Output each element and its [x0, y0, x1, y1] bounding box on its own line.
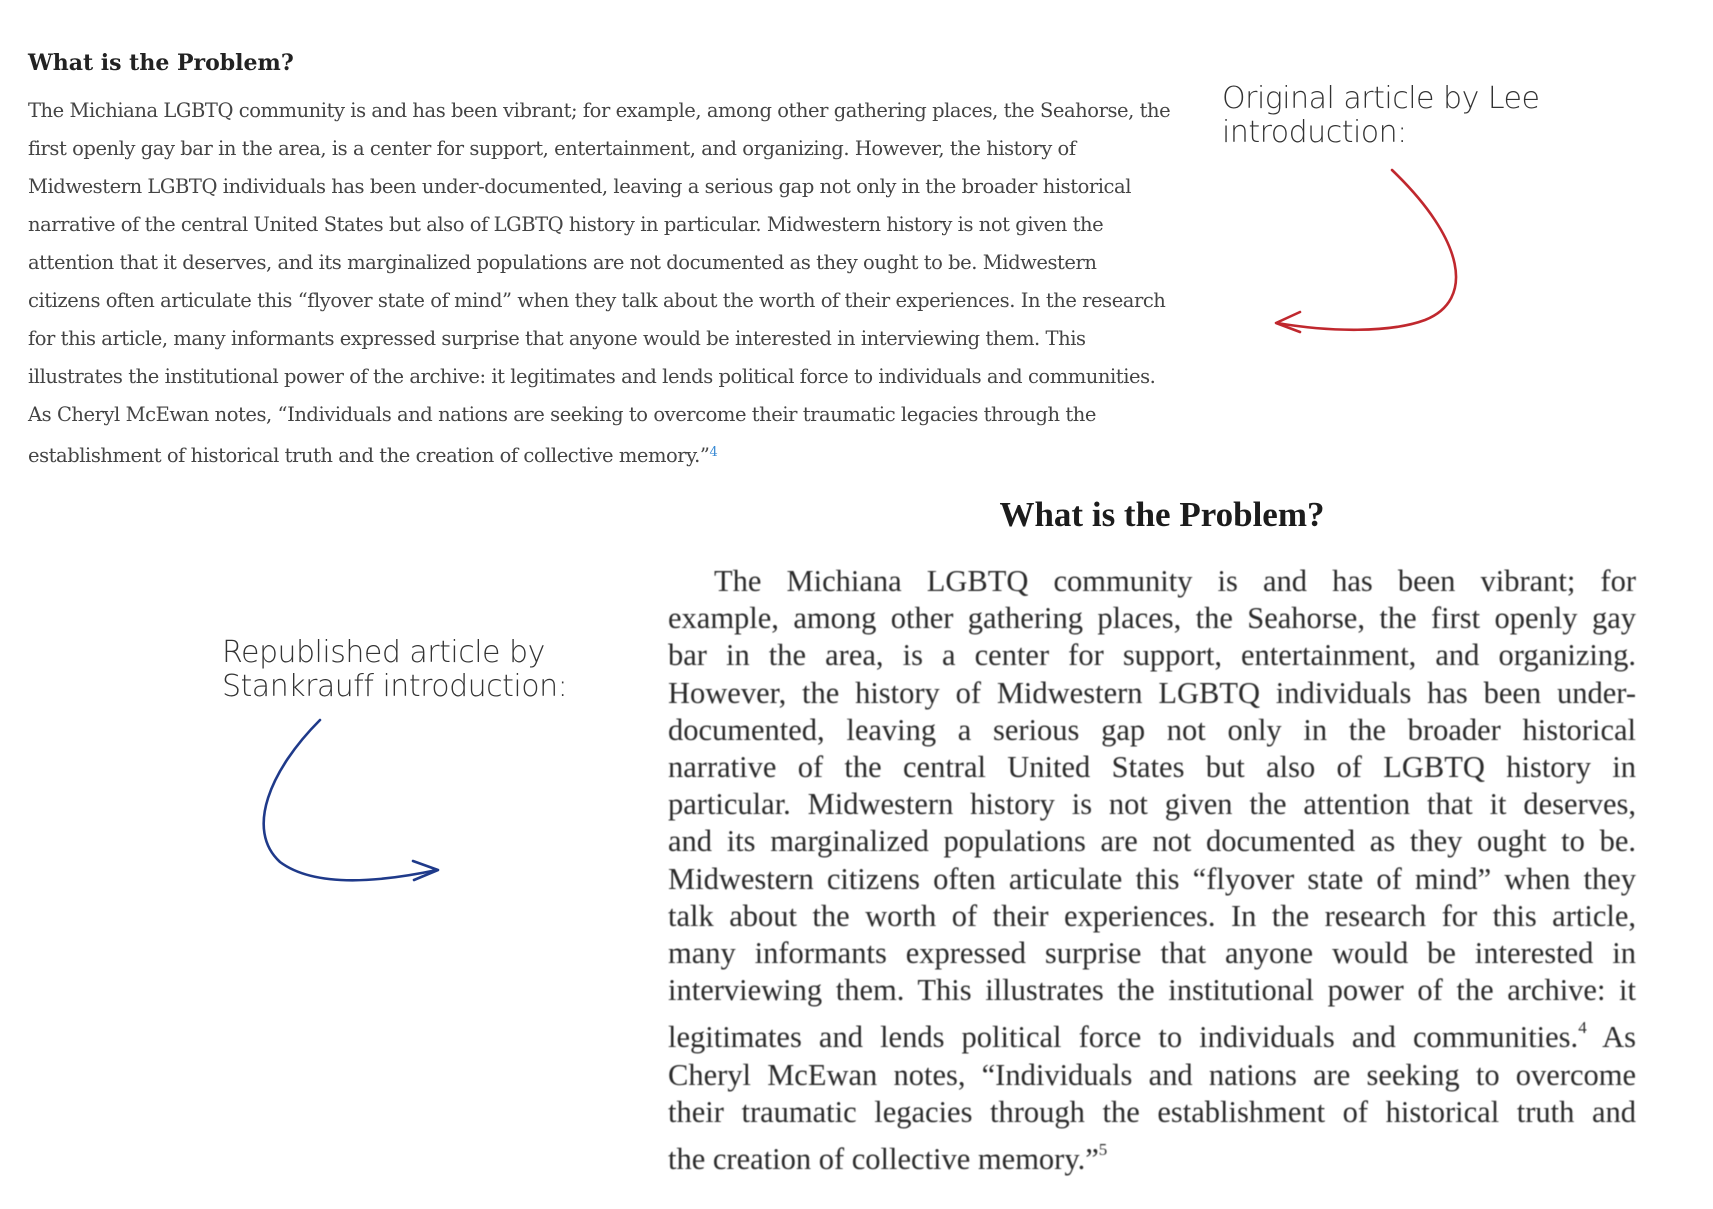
blue-arrowhead [413, 861, 438, 880]
original-heading: What is the Problem? [28, 50, 294, 76]
republished-line-16 [668, 1131, 1636, 1178]
original-footnote-link[interactable]: 4 [709, 445, 718, 460]
original-line-5: attention that it deserves, and its marginalized populations are not documented as they ought to be. Midwestern [28, 251, 1097, 274]
original-line-3: Midwestern LGBTQ individuals has been under-documented, leaving a serious gap not only in the broader historical [28, 175, 1131, 198]
republished-heading: What is the Problem? [999, 495, 1325, 534]
republished-line-8: and its marginalized populations are not documented as they ought to be. [668, 824, 1636, 859]
original-line-4: narrative of the central United States but also of LGBTQ history in particular. Midwestern history is not given the [28, 213, 1104, 236]
republished-line-3: bar in the area, is a center for support, entertainment, and organizing. [668, 638, 1636, 673]
republished-line-5: documented, leaving a serious gap not only in the broader historical [668, 712, 1636, 747]
republished-annotation-line-2: Stankrauff introduction: [222, 669, 568, 704]
republished-line-1: The Michiana LGBTQ community is and has been vibrant; for [714, 564, 1636, 598]
original-line-1: The Michiana LGBTQ community is and has been vibrant; for example, among other gathering places, the Seahorse, the [28, 99, 1171, 122]
republished-line-11: many informants expressed surprise that anyone would be interested in [668, 936, 1636, 971]
republished-line-12: interviewing them. This illustrates the institutional power of the archive: it [668, 973, 1636, 1008]
republished-line-6: narrative of the central United States but also of LGBTQ history in [668, 750, 1636, 785]
republished-line-9: Midwestern citizens often articulate this “flyover state of mind” when they [668, 861, 1636, 896]
republished-line-13-tail: As [1586, 1020, 1637, 1055]
republished-line-14: Cheryl McEwan notes, “Individuals and nations are seeking to overcome [668, 1057, 1636, 1092]
original-line-7: for this article, many informants expressed surprise that anyone would be interested in interviewing them. This [28, 327, 1086, 350]
original-annotation-line-2: introduction: [1222, 115, 1407, 150]
republished-line-7: particular. Midwestern history is not given the attention that it deserves, [668, 787, 1636, 822]
original-line-10-text: establishment of historical truth and the creation of collective memory.” [28, 444, 710, 467]
republished-line-15: their traumatic legacies through the establishment of historical truth and [668, 1094, 1636, 1129]
republished-line-13 [668, 1009, 1636, 1056]
republished-line-4: However, the history of Midwestern LGBTQ individuals has been under- [668, 675, 1636, 710]
republished-line-13-text: legitimates and lends political force to individuals and communities. [668, 1020, 1579, 1055]
republished-article [668, 495, 1636, 1178]
republished-line-2: example, among other gathering places, the Seahorse, the first openly gay [668, 601, 1636, 636]
republished-footnote-5: 5 [1098, 1140, 1108, 1160]
republished-body [668, 563, 1636, 1178]
republished-line-16-text: the creation of collective memory.” [668, 1142, 1099, 1177]
original-line-6: citizens often articulate this “flyover state of mind” when they talk about the worth of their experiences. In the research [28, 289, 1166, 312]
red-arrowhead [1276, 312, 1300, 332]
original-line-8: illustrates the institutional power of the archive: it legitimates and lends political force to individuals and communities. [28, 365, 1156, 388]
original-line-2: first openly gay bar in the area, is a center for support, entertainment, and organizing. However, the history of [28, 137, 1076, 160]
republished-footnote-4: 4 [1578, 1018, 1587, 1038]
original-annotation-line-1: Original article by Lee [1222, 81, 1540, 116]
republished-line-10: talk about the worth of their experiences. In the research for this article, [668, 898, 1636, 933]
red-curved-arrow [1277, 170, 1456, 330]
original-line-9: As Cheryl McEwan notes, “Individuals and nations are seeking to overcome their traumatic legacies through the [28, 403, 1096, 426]
blue-curved-arrow [264, 720, 437, 880]
republished-annotation-line-1: Republished article by [222, 635, 545, 670]
